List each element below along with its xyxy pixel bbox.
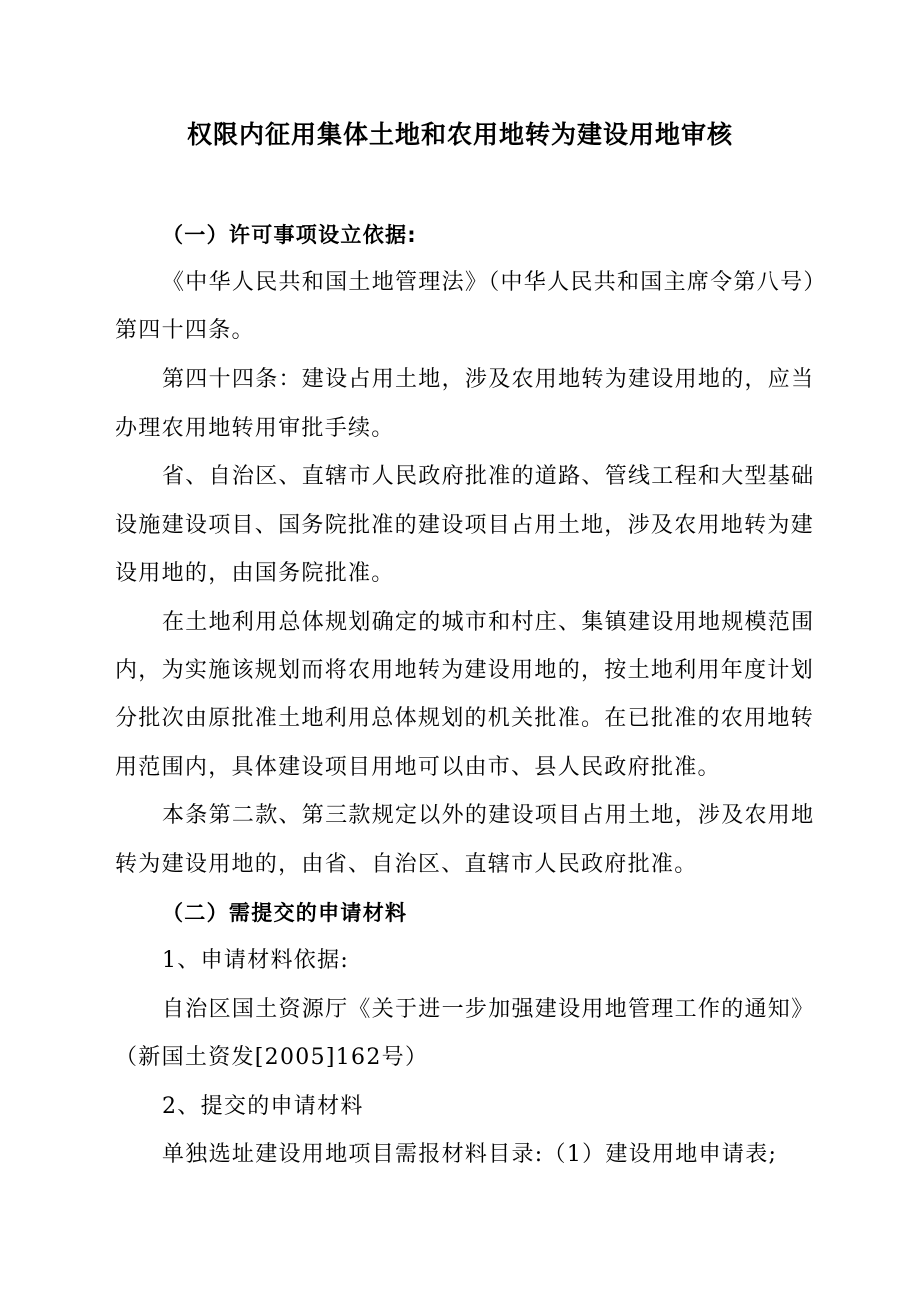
paragraph-line: 自治区国土资源厅《关于进一步加强建设用地管理工作的通知》 <box>162 997 815 1022</box>
paragraph-line: 本条第二款、第三款规定以外的建设项目占用土地，涉及农用地 <box>162 803 815 828</box>
paragraph-line: 转为建设用地的，由省、自治区、直辖市人民政府批准。 <box>115 852 698 877</box>
section-heading-materials: （二）需提交的申请材料 <box>162 901 408 925</box>
paragraph-line: 设施建设项目、国务院批准的建设项目占用土地，涉及农用地转为建 <box>115 513 815 538</box>
paragraph-line: 第四十四条：建设占用土地，涉及农用地转为建设用地的，应当 <box>162 367 815 392</box>
paragraph-line: 分批次由原批准土地利用总体规划的机关批准。在已批准的农用地转 <box>115 706 815 731</box>
paragraph-line: 在土地利用总体规划确定的城市和村庄、集镇建设用地规模范围 <box>162 610 815 635</box>
list-item: 1、申请材料依据: <box>162 948 350 973</box>
document-title: 权限内征用集体土地和农用地转为建设用地审核 <box>186 120 733 149</box>
paragraph-line: 单独选址建设用地项目需报材料目录:（1）建设用地申请表; <box>162 1142 778 1167</box>
paragraph-line: 第四十四条。 <box>115 318 255 343</box>
list-item: 2、提交的申请材料 <box>162 1094 364 1119</box>
paragraph-line: 办理农用地转用审批手续。 <box>115 416 395 441</box>
paragraph-line: 设用地的，由国务院批准。 <box>115 561 395 586</box>
paragraph-line: （新国土资发[2005]162号） <box>115 1045 429 1070</box>
paragraph-line: 省、自治区、直辖市人民政府批准的道路、管线工程和大型基础 <box>162 464 815 489</box>
paragraph-line: 《中华人民共和国土地管理法》（中华人民共和国主席令第八号） <box>162 270 827 295</box>
paragraph-line: 内，为实施该规划而将农用地转为建设用地的，按土地利用年度计划 <box>115 658 815 683</box>
section-heading-legal-basis: （一）许可事项设立依据: <box>162 223 417 247</box>
paragraph-line: 用范围内，具体建设项目用地可以由市、县人民政府批准。 <box>115 755 721 780</box>
